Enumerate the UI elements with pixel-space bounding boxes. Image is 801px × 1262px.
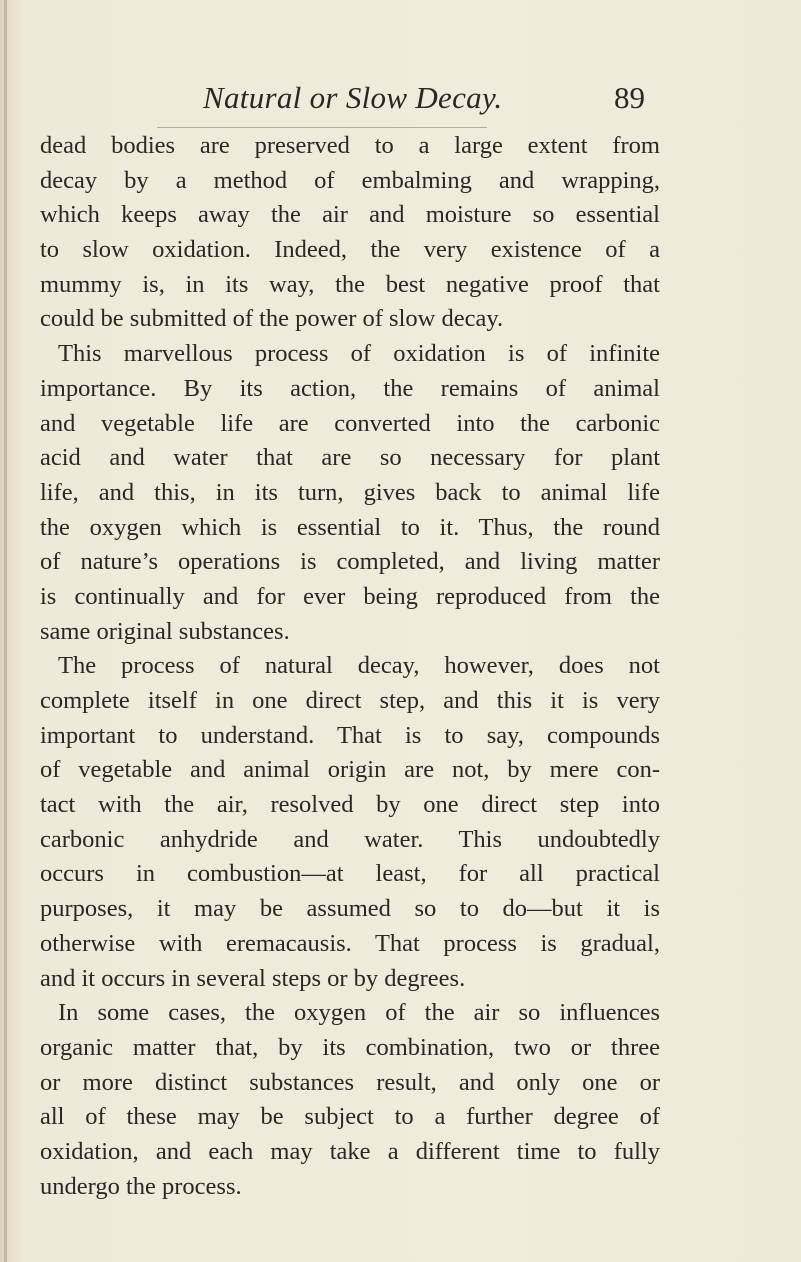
text-line: of nature’s operations is completed, and living matter — [40, 548, 660, 576]
page-number: 89 — [614, 80, 645, 115]
text-line: of vegetable and animal origin are not, by mere con- — [40, 756, 660, 784]
header-rule — [157, 127, 487, 128]
text-line: importance. By its action, the remains of animal — [40, 374, 660, 402]
text-line: organic matter that, by its combination, two or three — [40, 1033, 660, 1061]
text-line: This marvellous process of oxidation is of infinite — [58, 340, 660, 368]
text-line: tact with the air, resolved by one direct step into — [40, 791, 660, 819]
text-line: decay by a method of embalming and wrapping, — [40, 166, 660, 194]
text-line: same original substances. — [40, 617, 290, 645]
text-line: oxidation, and each may take a different time to fully — [40, 1137, 660, 1165]
text-line: otherwise with eremacausis. That process is gradual, — [40, 929, 660, 957]
body-text — [40, 129, 660, 1204]
text-line: carbonic anhydride and water. This undoubtedly — [40, 825, 660, 853]
text-line: which keeps away the air and moisture so essential — [40, 201, 660, 229]
text-line: complete itself in one direct step, and this it is very — [40, 687, 660, 714]
text-line: In some cases, the oxygen of the air so influences — [58, 999, 660, 1027]
text-line: all of these may be subject to a further degree of — [40, 1103, 660, 1131]
text-line: could be submitted of the power of slow decay. — [40, 305, 504, 333]
text-line: mummy is, in its way, the best negative proof that — [40, 270, 660, 298]
text-line: occurs in combustion—at least, for all practical — [40, 860, 660, 888]
text-line: important to understand. That is to say, compounds — [40, 721, 660, 749]
text-line: and vegetable life are converted into the carbonic — [40, 409, 660, 437]
running-title: Natural or Slow Decay. — [203, 80, 503, 115]
text-line: acid and water that are so necessary for plant — [40, 444, 660, 472]
text-line: is continually and for ever being reproduced from the — [40, 582, 660, 610]
text-line: life, and this, in its turn, gives back to animal life — [40, 478, 660, 506]
text-line: or more distinct substances result, and only one or — [40, 1068, 660, 1096]
text-line: purposes, it may be assumed so to do—but it is — [40, 895, 660, 923]
text-line: and it occurs in several steps or by degrees. — [40, 964, 466, 992]
text-line: dead bodies are preserved to a large extent from — [40, 132, 660, 159]
page-gutter — [4, 0, 7, 1262]
text-line: undergo the process. — [40, 1172, 242, 1200]
text-line: the oxygen which is essential to it. Thus, the round — [40, 513, 660, 541]
text-line: to slow oxidation. Indeed, the very existence of a — [40, 236, 660, 264]
running-head — [0, 80, 801, 120]
text-line: The process of natural decay, however, does not — [58, 652, 660, 680]
